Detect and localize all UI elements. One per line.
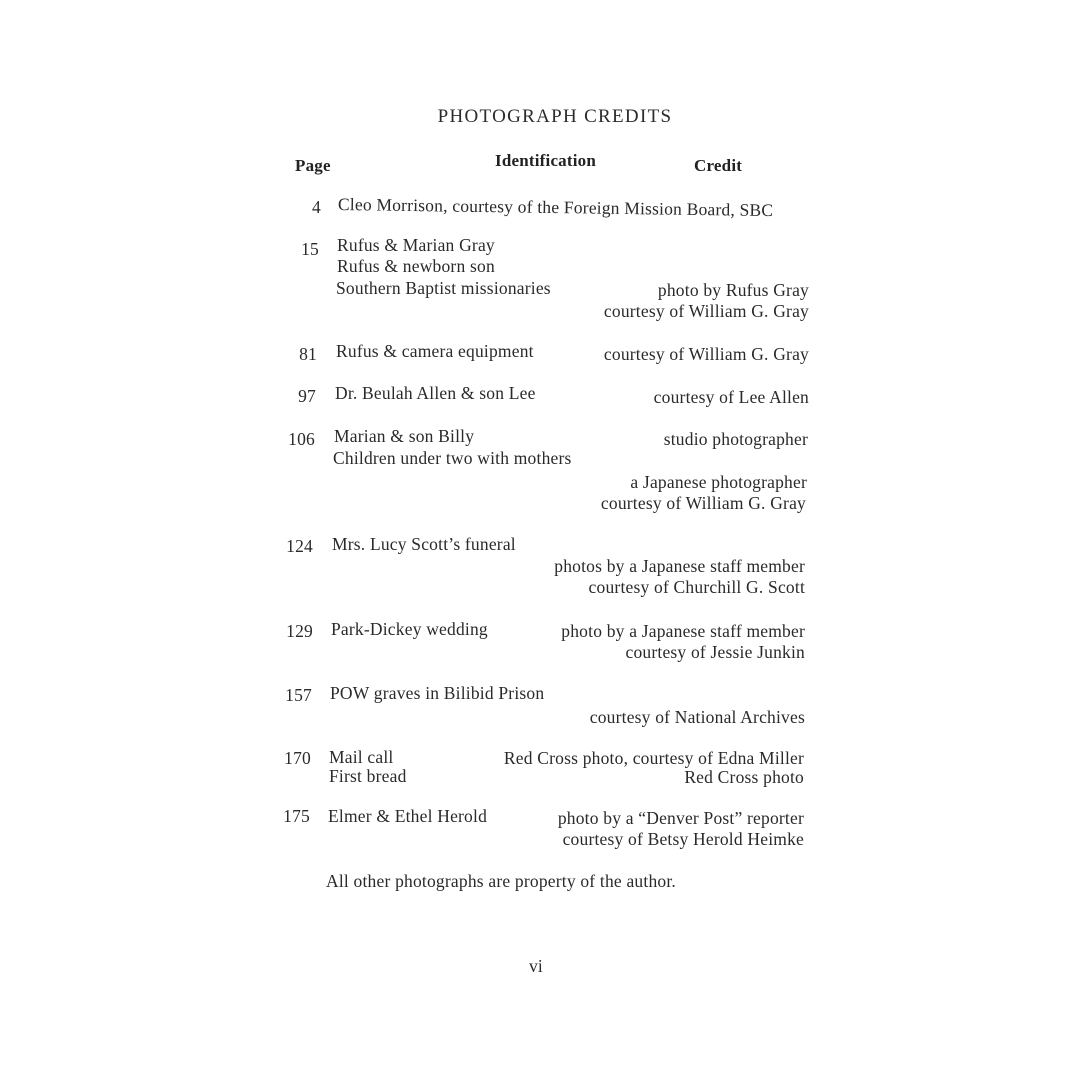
page-number: vi bbox=[528, 956, 543, 976]
entry-credit: a Japanese photographer bbox=[630, 472, 807, 492]
entry-identification: Children under two with mothers bbox=[333, 448, 572, 468]
entry-credit: photo by a “Denver Post” reporter bbox=[557, 808, 804, 828]
entry-identification: Marian & son Billy bbox=[334, 426, 475, 446]
entry-identification: Rufus & newborn son bbox=[337, 256, 495, 276]
entry-page-number: 124 bbox=[286, 536, 313, 556]
entry-credit: courtesy of Churchill G. Scott bbox=[588, 577, 805, 597]
entry-identification: Cleo Morrison, courtesy of the Foreign Mission Board, SBC bbox=[337, 194, 774, 221]
entry-identification: Dr. Beulah Allen & son Lee bbox=[335, 383, 536, 403]
entry-page-number: 106 bbox=[288, 429, 315, 449]
entry-page-number: 175 bbox=[283, 806, 310, 826]
entry-identification: Rufus & camera equipment bbox=[336, 341, 534, 361]
entry-identification: Elmer & Ethel Herold bbox=[328, 806, 488, 826]
entry-identification: POW graves in Bilibid Prison bbox=[330, 683, 545, 703]
entry-identification: First bread bbox=[329, 766, 407, 786]
entry-identification: Southern Baptist missionaries bbox=[336, 278, 551, 298]
entry-page-number: 170 bbox=[284, 748, 311, 768]
entry-credit: courtesy of William G. Gray bbox=[600, 493, 806, 513]
entry-credit: courtesy of Betsy Herold Heimke bbox=[562, 829, 804, 849]
entry-page-number: 81 bbox=[299, 344, 317, 364]
header-credit: Credit bbox=[694, 156, 743, 175]
entry-credit: studio photographer bbox=[663, 429, 808, 449]
entry-identification: Rufus & Marian Gray bbox=[337, 235, 495, 255]
entry-identification: Park-Dickey wedding bbox=[331, 619, 488, 639]
entry-identification: Mail call bbox=[329, 747, 394, 767]
entry-credit: photo by Rufus Gray bbox=[657, 280, 809, 300]
entry-credit: courtesy of Lee Allen bbox=[653, 387, 809, 407]
entry-identification: Mrs. Lucy Scott’s funeral bbox=[332, 534, 516, 554]
entry-page-number: 97 bbox=[298, 386, 316, 406]
entry-credit: Red Cross photo, courtesy of Edna Miller bbox=[503, 748, 804, 768]
page-title: PHOTOGRAPH CREDITS bbox=[437, 106, 673, 127]
header-identification: Identification bbox=[495, 151, 597, 170]
entry-page-number: 129 bbox=[286, 621, 313, 641]
entry-credit: courtesy of National Archives bbox=[589, 707, 805, 727]
entry-credit: Red Cross photo bbox=[684, 767, 804, 787]
entry-credit: courtesy of Jessie Junkin bbox=[625, 642, 805, 662]
entry-credit: courtesy of William G. Gray bbox=[603, 301, 809, 321]
entry-credit: photo by a Japanese staff member bbox=[561, 621, 805, 641]
entry-page-number: 4 bbox=[312, 197, 321, 217]
entry-page-number: 157 bbox=[285, 685, 312, 705]
header-page: Page bbox=[295, 156, 331, 175]
entry-page-number: 15 bbox=[301, 239, 319, 259]
footer-note: All other photographs are property of the author. bbox=[326, 871, 676, 891]
entry-credit: courtesy of William G. Gray bbox=[603, 344, 809, 364]
entry-credit: photos by a Japanese staff member bbox=[554, 556, 805, 576]
